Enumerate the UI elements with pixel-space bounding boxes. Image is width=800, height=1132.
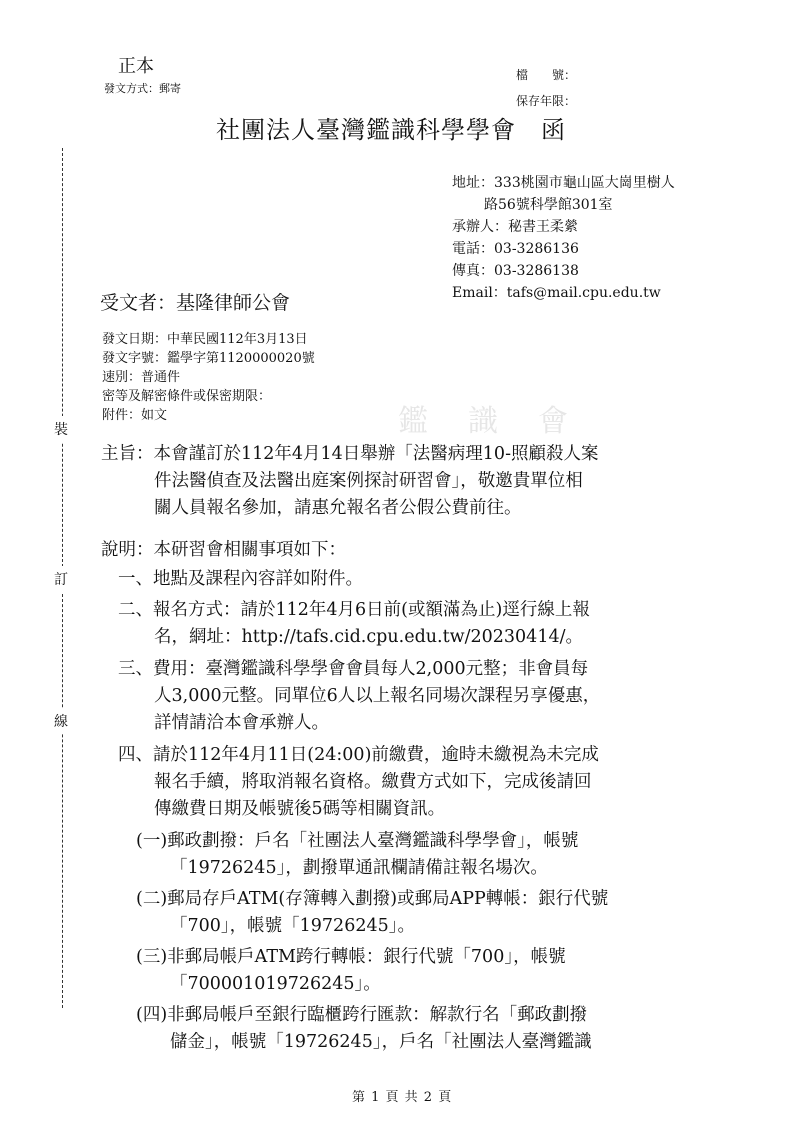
subject-line1: 主旨：本會謹訂於112年4月14日舉辦「法醫病理10-照顧殺人案 (101, 444, 599, 464)
explanation-item4-line3: 傳繳費日期及帳號後5碼等相關資訊。 (154, 799, 446, 819)
attachment: 附件：如文 (102, 408, 168, 423)
faint-seal-stamp: 鑑識會 (398, 404, 608, 439)
explanation-item3-line2: 人3,000元整。同單位6人以上報名同場次課程另享優惠， (154, 686, 601, 706)
send-method: 發文方式：郵寄 (104, 82, 181, 95)
retention-label: 保存年限： (516, 94, 577, 108)
binding-char-zhuang: 裝 (54, 416, 68, 442)
document-number: 發文字號：鑑學字第1120000020號 (102, 351, 315, 366)
contact-address-line1: 地址：333桃園市龜山區大崗里樹人 (452, 175, 675, 191)
contact-phone: 電話：03-3286136 (452, 241, 579, 257)
payment-method1-line1: (一)郵政劃撥：戶名「社團法人臺灣鑑識科學學會」，帳號 (136, 831, 579, 851)
binding-char-xian: 線 (54, 708, 68, 734)
explanation-item2-line2: 名，網址：http://tafs.cid.cpu.edu.tw/20230414/。 (154, 627, 583, 647)
issue-date: 發文日期：中華民國112年3月13日 (102, 332, 308, 347)
payment-method2-line2: 「700」，帳號「19726245」。 (170, 916, 415, 936)
speed-class: 速別：普通件 (102, 370, 181, 385)
payment-method3-line1: (三)非郵局帳戶ATM跨行轉帳：銀行代號「700」，帳號 (136, 947, 566, 967)
payment-method4-line1: (四)非郵局帳戶至銀行臨櫃跨行匯款：解款行名「郵政劃撥 (136, 1005, 588, 1025)
payment-method1-line2: 「19726245」，劃撥單通訊欄請備註報名場次。 (170, 858, 548, 878)
recipient: 受文者：基隆律師公會 (100, 292, 291, 314)
explanation-item4-line2: 報名手續，將取消報名資格。繳費方式如下，完成後請回 (154, 772, 592, 792)
contact-fax: 傳真：03-3286138 (452, 263, 579, 279)
contact-address-line2: 路56號科學館301室 (484, 197, 613, 213)
subject-line3: 關人員報名參加，請惠允報名者公假公費前往。 (154, 498, 522, 518)
org-title: 社團法人臺灣鑑識科學學會 函 (216, 116, 566, 144)
explanation-item3-line1: 三、費用：臺灣鑑識科學學會會員每人2,000元整；非會員每 (118, 659, 589, 679)
subject-line2: 件法醫偵查及法醫出庭案例探討研習會」，敬邀貴單位相 (154, 471, 583, 491)
explanation-item4-line1: 四、請於112年4月11日(24:00)前繳費，逾時未繳視為未完成 (118, 745, 599, 765)
explanation-item1: 一、地點及課程內容詳如附件。 (118, 569, 363, 589)
contact-email: Email：tafs@mail.cpu.edu.tw (452, 285, 661, 301)
explanation-intro: 說明：本研習會相關事項如下： (101, 540, 346, 560)
payment-method4-line2: 儲金」，帳號「19726245」，戶名「社團法人臺灣鑑識 (170, 1032, 592, 1052)
explanation-item2-line1: 二、報名方式：請於112年4月6日前(或額滿為止)逕行線上報 (118, 600, 590, 620)
file-number-label: 檔 號： (516, 68, 577, 82)
binding-char-ding: 訂 (54, 566, 68, 592)
page-number: 第 1 頁 共 2 頁 (352, 1090, 453, 1105)
contact-handler: 承辦人：秘書王柔縈 (452, 219, 578, 235)
payment-method3-line2: 「700001019726245」。 (170, 974, 381, 994)
copy-label: 正本 (118, 56, 154, 77)
explanation-item3-line3: 詳情請洽本會承辦人。 (154, 713, 329, 733)
payment-method2-line1: (二)郵局存戶ATM(存簿轉入劃撥)或郵局APP轉帳：銀行代號 (136, 889, 609, 909)
secrecy-level: 密等及解密條件或保密期限： (102, 389, 272, 404)
